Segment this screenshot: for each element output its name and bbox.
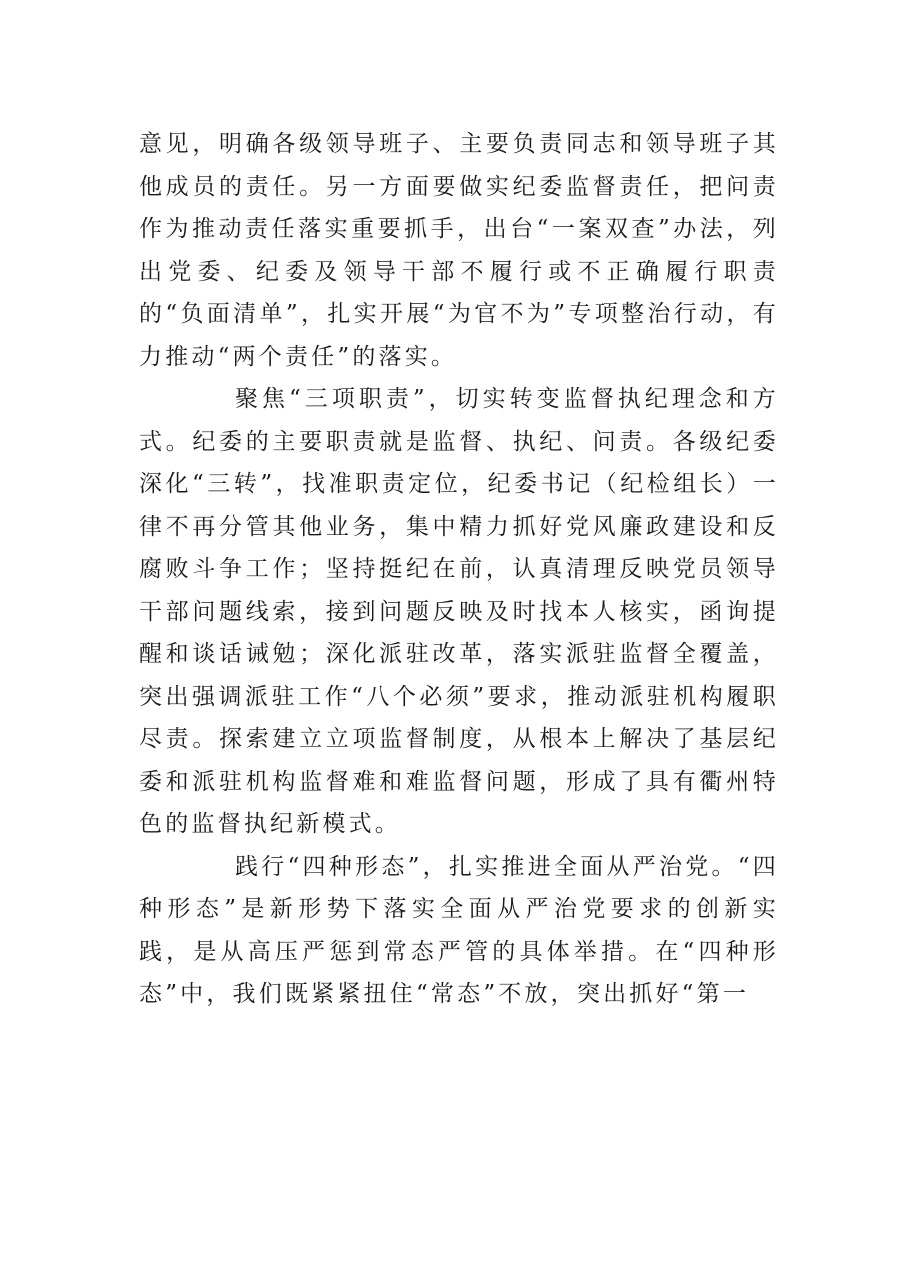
document-body xyxy=(139,123,779,1016)
paragraph-1: 意见，明确各级领导班子、主要负责同志和领导班子其他成员的责任。另一方面要做实纪委监督责任，把问责作为推动责任落实重要抓手，出台“一案双查”办法，列出党委、纪委及领导干部不履行或不正确履行职责的“负面清单”，扎实开展“为官不为”专项整治行动，有力推动“两个责任”的落实。 xyxy=(139,131,779,370)
paragraph-3: 践行“四种形态”，扎实推进全面从严治党。“四种形态”是新形势下落实全面从严治党要求的创新实践，是从高压严惩到常态严管的具体举措。在“四种形态”中，我们既紧紧扭住“常态”不放，突出抓好“第一 xyxy=(139,853,779,1007)
paragraph-2: 聚焦“三项职责”，切实转变监督执纪理念和方式。纪委的主要职责就是监督、执纪、问责。各级纪委深化“三转”，找准职责定位，纪委书记（纪检组长）一律不再分管其他业务，集中精力抓好党风廉政建设和反腐败斗争工作；坚持挺纪在前，认真清理反映党员领导干部问题线索，接到问题反映及时找本人核实，函询提醒和谈话诫勉；深化派驻改革，落实派驻监督全覆盖，突出强调派驻工作“八个必须”要求，推动派驻机构履职尽责。探索建立立项监督制度，从根本上解决了基层纪委和派驻机构监督难和难监督问题，形成了具有衢州特色的监督执纪新模式。 xyxy=(139,386,779,837)
